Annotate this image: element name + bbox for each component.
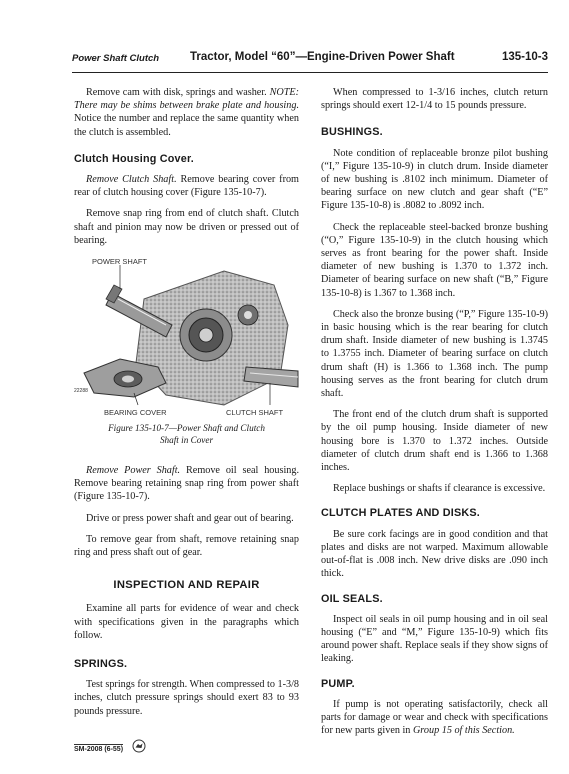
paragraph: Inspect oil seals in oil pump housing and in oil seal housing (“E” and “M,” Figure 135-10-9) which fits around power shaft. Replace seals if they show signs of leaking. bbox=[321, 613, 548, 665]
paragraph: Check also the bronze busing (“P,” Figure 135-10-9) in basic housing which is the rear bearing for clutch drum shaft. Inside diameter of new bushing is 1.3745 to 1.3755 inch. Diameter of bearing surface on clutch drum shaft (H) is 1.366 to 1.368 inch. The pump housing serves as the front bearing for clutch drum shaft. bbox=[321, 308, 548, 400]
deere-logo-icon bbox=[132, 739, 146, 753]
paragraph: Replace bushings or shafts if clearance is excessive. bbox=[333, 483, 546, 495]
footer-code: SM-2008 (6-55) bbox=[74, 746, 124, 753]
paragraph: Check the replaceable steel-backed bronze bushing (“O,” Figure 135-10-9) in the clutch housing which serves as front bearing for the power shaft. Inside diameter of new bushing is 1.370 to 1.372 inch. Diameter of bearing surface on new shaft (“B,” Figure 135-10-8) is 1.367 to 1.368 inch. bbox=[321, 221, 548, 299]
heading-oil-seals: OIL SEALS. bbox=[321, 592, 383, 605]
group-reference: Group 15 of this Section. bbox=[412, 725, 515, 737]
paragraph: Remove cam with disk, springs and washer. NOTE: There may be shims between brake plate and housing. Notice the number and replace the same quantity when the clutch is assembled. bbox=[74, 87, 299, 138]
right-column bbox=[321, 86, 548, 745]
figure-caption: Figure 135-10-7—Power Shaft and Clutch Shaft in Cover bbox=[108, 423, 265, 445]
note-text: NOTE: There may be shims between brake plate and housing. bbox=[74, 87, 299, 112]
figure-power-shaft-clutch bbox=[74, 255, 299, 417]
header-section-title: Power Shaft Clutch bbox=[72, 53, 160, 64]
figure-label-bearing-cover: BEARING COVER bbox=[104, 408, 167, 418]
header-page-number: 135-10-3 bbox=[501, 51, 548, 63]
heading-springs: SPRINGS. bbox=[74, 658, 128, 671]
paragraph: The front end of the clutch drum shaft is supported by the oil pump housing. Inside diameter of new housing bore is 1.370 to 1.372 inches. Outside diameter of clutch drum shaft end is 1.366 to 1.368 inches. bbox=[321, 409, 548, 474]
paragraph: Remove snap ring from end of clutch shaft. Clutch shaft and pinion may now be driven or pressed out of bearing. bbox=[74, 208, 299, 246]
figure-label-power-shaft: POWER SHAFT bbox=[92, 257, 148, 267]
heading-inspection-and-repair: INSPECTION AND REPAIR bbox=[113, 579, 260, 592]
paragraph: If pump is not operating satisfactorily, check all parts for damage or wear and check with specifications for new parts given in Group 15 of this Section. bbox=[321, 698, 548, 737]
paragraph: When compressed to 1-3/16 inches, clutch return springs should exert 12-1/4 to 15 pounds pressure. bbox=[321, 87, 548, 112]
paragraph: Remove Clutch Shaft. Remove bearing cover from rear of clutch housing cover (Figure 135-10-7). bbox=[74, 174, 299, 199]
heading-bushings: BUSHINGS. bbox=[321, 126, 383, 139]
paragraph: Drive or press power shaft and gear out of bearing. bbox=[86, 512, 294, 524]
figure-label-clutch-shaft: CLUTCH SHAFT bbox=[226, 408, 284, 418]
paragraph: Test springs for strength. When compressed to 1-3/8 inches, clutch pressure springs should exert 83 to 93 pounds pressure. bbox=[74, 679, 299, 717]
clutch-cover-illustration bbox=[74, 255, 299, 417]
figure-code: 22288 bbox=[74, 388, 88, 395]
paragraph: Be sure cork facings are in good condition and that plates and disks are not warped. Maximum allowable out-of-flat is .008 inch. New drive disks are .090 inch thick. bbox=[321, 528, 548, 580]
paragraph: Examine all parts for evidence of wear and check with specifications given in the paragraphs which follow. bbox=[74, 603, 299, 641]
paragraph: To remove gear from shaft, remove retaining snap ring and press shaft out of gear. bbox=[74, 533, 299, 559]
header-main-title: Tractor, Model “60”—Engine-Driven Power Shaft bbox=[190, 51, 455, 63]
heading-clutch-plates-and-disks: CLUTCH PLATES AND DISKS. bbox=[321, 507, 480, 520]
paragraph: Note condition of replaceable bronze pilot bushing (“I,” Figure 135-10-9) in clutch drum. Inside diameter of new bushing is .8102 inch minimum. Diameter of bearing surface on new clutch and gear shaft (“E” Figure 135-10-8) is .8082 to .8092 inch. bbox=[321, 147, 548, 212]
page-header bbox=[72, 50, 548, 73]
left-column bbox=[74, 86, 299, 726]
heading-clutch-housing-cover: Clutch Housing Cover. bbox=[74, 152, 194, 165]
heading-pump: PUMP. bbox=[321, 677, 355, 690]
paragraph: Remove Power Shaft. Remove oil seal housing. Remove bearing retaining snap ring from power shaft (Figure 135-10-7). bbox=[74, 465, 300, 503]
